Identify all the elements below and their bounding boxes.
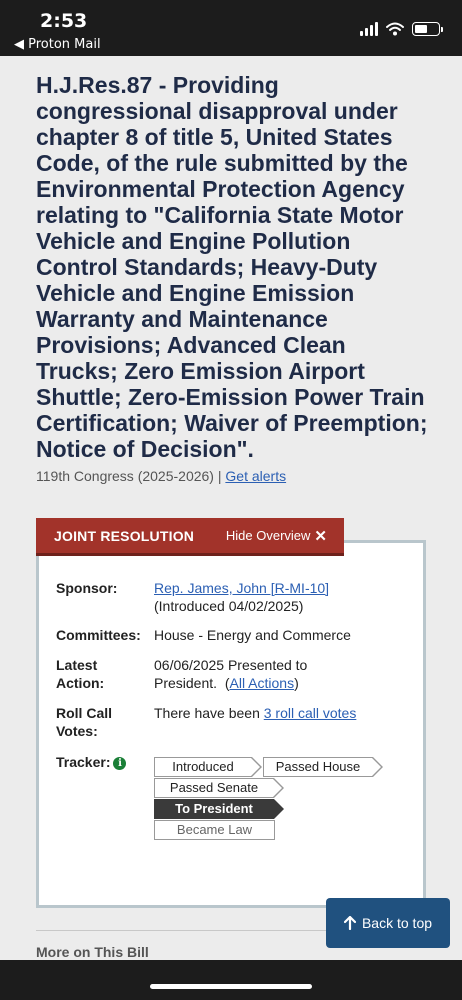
info-icon[interactable]: i — [113, 757, 126, 770]
sponsor-link[interactable]: Rep. James, John [R-MI-10] — [154, 580, 330, 596]
signal-icon — [360, 22, 378, 36]
sponsor-label: Sponsor: — [56, 580, 118, 596]
back-to-top-label: Back to top — [361, 915, 433, 931]
status-icons — [360, 20, 440, 38]
hide-overview-label: Hide Overview — [225, 528, 311, 543]
roll-call-prefix: There have been — [154, 705, 264, 721]
committees-value: House - Energy and Commerce — [154, 627, 351, 643]
tracker-step-passed-senate: Passed Senate — [154, 778, 274, 798]
get-alerts-link[interactable]: Get alerts — [225, 468, 287, 484]
wifi-icon — [386, 22, 404, 36]
battery-icon — [412, 22, 440, 36]
latest-action-value: 06/06/2025 Presented to President. — [154, 657, 308, 691]
back-to-app-link[interactable]: ◀ Proton Mail — [14, 37, 101, 52]
more-on-this-bill-heading: More on This Bill — [36, 944, 149, 960]
overview-tab — [36, 518, 344, 556]
committees-label: Committees: — [56, 627, 141, 643]
tracker-step-became-law: Became Law — [154, 820, 275, 840]
tracker-step-passed-house: Passed House — [263, 757, 373, 777]
tracker-step-to-president: To President — [154, 799, 274, 819]
tracker-label: Tracker: — [56, 754, 111, 770]
status-bar — [0, 0, 462, 56]
roll-call-label: Roll Call — [56, 705, 113, 721]
congress-line — [36, 468, 286, 484]
congress-separator: | — [213, 468, 226, 484]
status-time: 2:53 — [40, 10, 88, 32]
congress-session: 119th Congress (2025-2026) — [36, 468, 214, 484]
bill-title: H.J.Res.87 - Providing congressional disapproval under chapter 8 of title 5, United States Code, of the rule submitted by the Environmental Protection Agency relating to "California State Motor Vehicle and Engine Pollution Control Standards; Heavy-Duty Vehicle and Engine Emission Warranty and Maintenance Provisions; Advanced Clean Trucks; Zero Emission Airport Shuttle; Zero-Emission Power Train Certification; Waiver of Preemption; Notice of Decision". — [36, 72, 428, 462]
tracker-step-introduced: Introduced — [154, 757, 252, 777]
all-actions-link[interactable]: All Actions — [229, 675, 295, 691]
hide-overview-button[interactable] — [226, 527, 327, 545]
back-to-top-button[interactable] — [326, 898, 450, 948]
home-bar-area — [0, 960, 462, 1000]
home-indicator[interactable] — [150, 984, 312, 989]
roll-call-label-2: Votes: — [56, 723, 98, 739]
roll-call-votes-link[interactable]: 3 roll call votes — [263, 705, 357, 721]
resolution-type-label: JOINT RESOLUTION — [54, 527, 195, 544]
arrow-up-icon — [344, 916, 356, 930]
sponsor-introduced: (Introduced 04/02/2025) — [154, 598, 304, 614]
latest-action-label-2: Action: — [56, 675, 105, 691]
latest-action-label: Latest — [56, 657, 98, 673]
close-icon: ✕ — [314, 527, 327, 545]
